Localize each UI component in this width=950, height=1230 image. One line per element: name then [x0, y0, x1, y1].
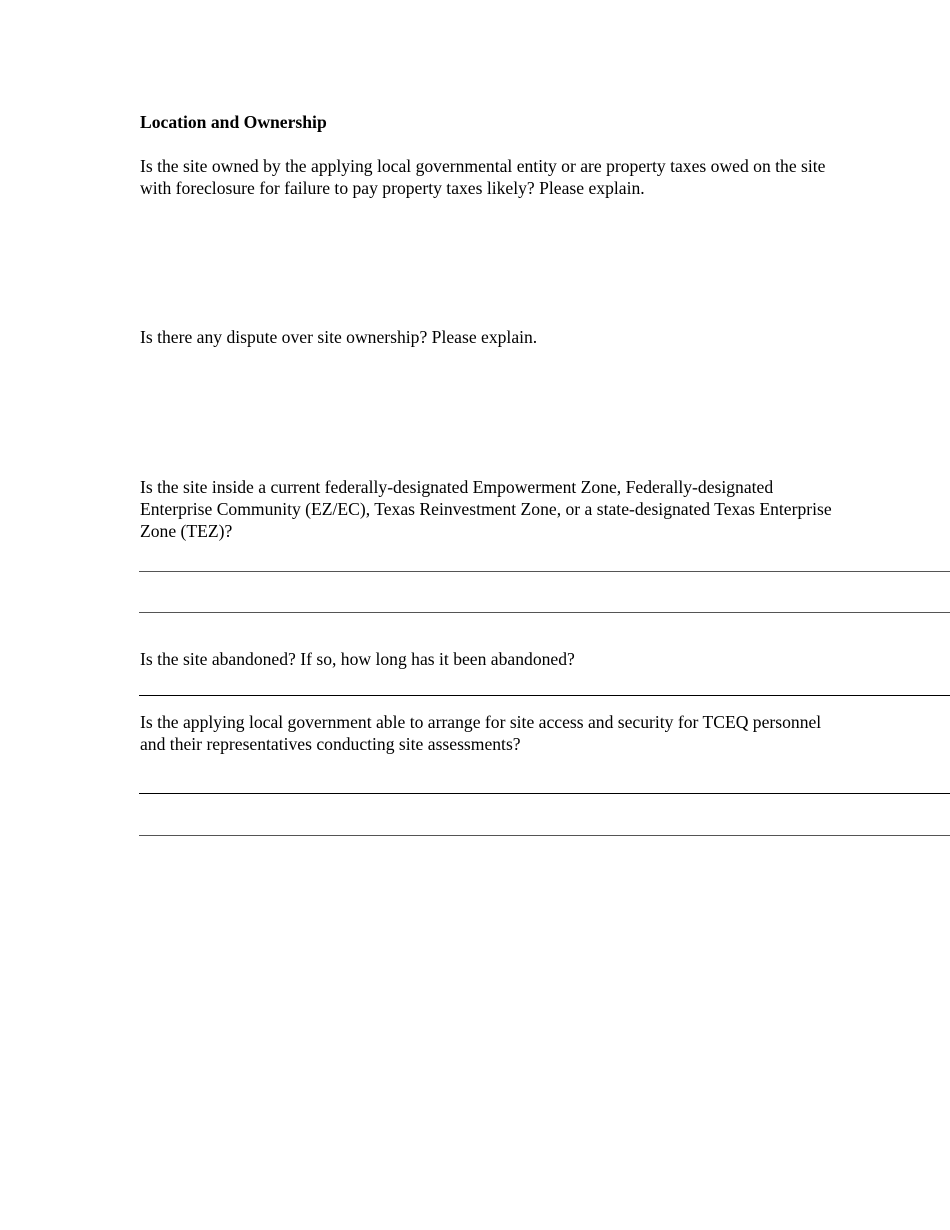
question-zone: Is the site inside a current federally-designated Empowerment Zone, Federally-designated Enterprise Community (EZ/EC), Texas Reinvestment Zone, or a state-designated Texas Enterprise Zone (TEZ)? [140, 477, 832, 541]
answer-line-zone-1[interactable] [139, 571, 950, 572]
question-ownership: Is the site owned by the applying local governmental entity or are property taxes owed on the site with foreclosure for failure to pay property taxes likely? Please explain. [140, 156, 826, 198]
question-access: Is the applying local government able to arrange for site access and security for TCEQ personnel and their representatives conducting site assessments? [140, 712, 822, 754]
question-abandoned: Is the site abandoned? If so, how long has it been abandoned? [140, 649, 575, 669]
question-dispute: Is there any dispute over site ownership? Please explain. [140, 327, 538, 347]
answer-line-access-1[interactable] [139, 793, 950, 794]
section-title: Location and Ownership [140, 112, 327, 132]
answer-line-zone-2[interactable] [139, 612, 950, 613]
answer-line-abandoned[interactable] [139, 695, 950, 696]
answer-line-access-2[interactable] [139, 835, 950, 836]
